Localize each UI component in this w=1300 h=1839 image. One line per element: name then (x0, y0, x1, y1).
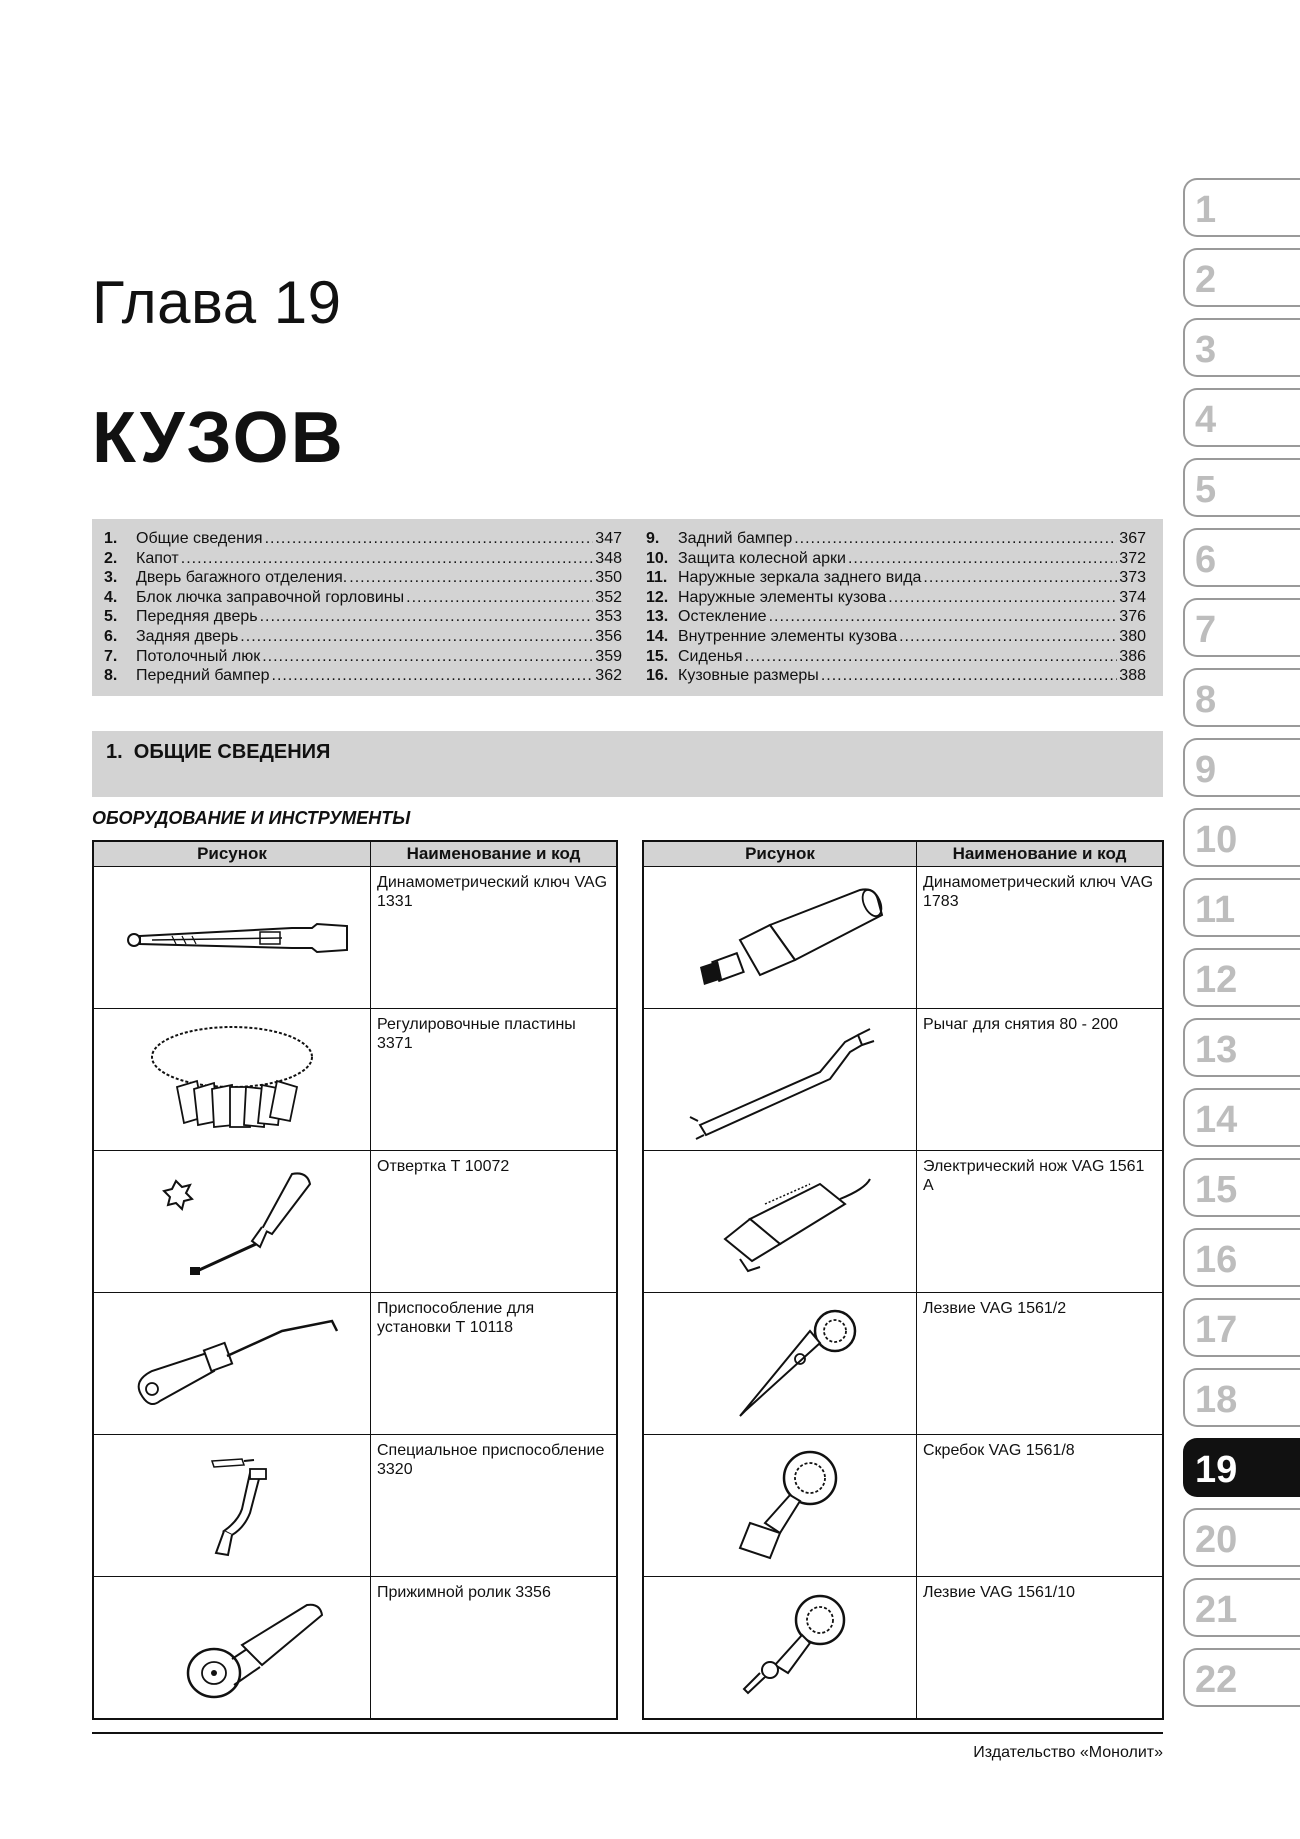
toc-item-number: 2. (104, 549, 118, 567)
toc-item-title: Задняя дверь (136, 627, 239, 645)
toc-leader-dots (406, 588, 593, 608)
pressure-roller-icon (122, 1585, 342, 1710)
toc-item-number: 10. (646, 549, 669, 567)
toc-leader-dots (821, 666, 1117, 686)
tools-table-right (642, 840, 1164, 1720)
toc-item-page: 372 (1119, 549, 1146, 567)
chapter-tab-label: 14 (1195, 1099, 1238, 1141)
picture-cell (93, 1009, 371, 1151)
chapter-tab-16[interactable] (1183, 1228, 1300, 1287)
toc-item-title: Передний бампер (136, 667, 270, 685)
chapter-tab-2[interactable] (1183, 248, 1300, 307)
tool-name: Рычаг для снятия 80 - 200 (917, 1009, 1164, 1151)
toc-leader-dots (265, 529, 594, 549)
chapter-tab-17[interactable] (1183, 1298, 1300, 1357)
toc-item-title: Дверь багажного отделения. (136, 569, 348, 587)
toc-item-page: 353 (595, 608, 622, 626)
picture-cell (643, 1577, 917, 1720)
toc-item-page: 380 (1119, 627, 1146, 645)
chapter-tab-label: 18 (1195, 1379, 1238, 1421)
chapter-tab-6[interactable] (1183, 528, 1300, 587)
toc-item-number: 15. (646, 647, 669, 665)
picture-cell (93, 1577, 371, 1720)
toc-item-page: 347 (595, 530, 622, 547)
table-row (643, 1009, 1163, 1151)
toc-leader-dots (272, 666, 594, 686)
chapter-tab-19-active[interactable] (1183, 1438, 1300, 1497)
toc-item-number: 4. (104, 588, 118, 606)
toc-item-title: Блок лючка заправочной горловины (136, 588, 405, 606)
chapter-tab-9[interactable] (1183, 738, 1300, 797)
column-header-picture: Рисунок (643, 841, 917, 867)
toc-item[interactable] (646, 529, 1146, 549)
toc-item-number: 14. (646, 627, 669, 645)
tool-name: Отвертка Т 10072 (371, 1151, 618, 1293)
chapter-tab-label: 22 (1195, 1659, 1238, 1701)
table-row (643, 1435, 1163, 1577)
toc-item[interactable] (104, 627, 622, 647)
tool-name: Приспособление для установки Т 10118 (371, 1293, 618, 1435)
chapter-tab-label: 12 (1195, 959, 1238, 1001)
toc-item-number: 12. (646, 588, 669, 606)
toc-item[interactable] (646, 627, 1146, 647)
removal-lever-icon (670, 1017, 890, 1142)
toc-leader-dots (769, 607, 1118, 627)
toc-column-left (104, 529, 622, 686)
toc-leader-dots (923, 568, 1117, 588)
picture-cell (643, 1293, 917, 1435)
chapter-tab-13[interactable] (1183, 1018, 1300, 1077)
toc-item-title: Потолочный люк (136, 647, 261, 665)
chapter-tab-label: 8 (1195, 679, 1217, 721)
toc-item[interactable] (104, 568, 622, 588)
table-row (93, 867, 617, 1009)
toc-item-page: 362 (595, 667, 622, 685)
chapter-tab-11[interactable] (1183, 878, 1300, 937)
chapter-tab-21[interactable] (1183, 1578, 1300, 1637)
table-row (93, 1577, 617, 1720)
tool-name: Прижимной ролик 3356 (371, 1577, 618, 1720)
chapter-tab-22[interactable] (1183, 1648, 1300, 1707)
picture-cell (93, 1151, 371, 1293)
torx-screwdriver-icon (122, 1159, 342, 1284)
tool-name: Электрический нож VAG 1561 A (917, 1151, 1164, 1293)
chapter-tab-label: 16 (1195, 1239, 1238, 1281)
chapter-title: КУЗОВ (92, 398, 345, 478)
torque-wrench-icon (660, 875, 900, 1000)
tool-name: Лезвие VAG 1561/10 (917, 1577, 1164, 1720)
scraper-icon (670, 1443, 890, 1568)
picture-cell (93, 1293, 371, 1435)
chapter-tab-label: 3 (1195, 329, 1217, 371)
toc-item-page: 373 (1119, 569, 1146, 587)
chapter-tab-label: 21 (1195, 1589, 1238, 1631)
blade-icon (670, 1585, 890, 1710)
toc-column-right (646, 529, 1146, 686)
torque-wrench-icon (112, 898, 352, 978)
chapter-tab-label: 5 (1195, 469, 1217, 511)
picture-cell (643, 1009, 917, 1151)
toc-item-title: Защита колесной арки (678, 549, 846, 567)
chapter-tab-label: 20 (1195, 1519, 1238, 1561)
toc-item-number: 13. (646, 608, 669, 626)
toc-item[interactable] (646, 607, 1146, 627)
table-row (93, 1293, 617, 1435)
picture-cell (93, 867, 371, 1009)
toc-leader-dots (899, 627, 1117, 647)
picture-cell (93, 1435, 371, 1577)
table-row (93, 1009, 617, 1151)
toc-item[interactable] (646, 666, 1146, 686)
chapter-tab-3[interactable] (1183, 318, 1300, 377)
toc-item[interactable] (104, 666, 622, 686)
footer-publisher: Издательство «Монолит» (973, 1744, 1163, 1761)
toc-leader-dots (888, 588, 1117, 608)
toc-item-number: 8. (104, 667, 118, 685)
toc-item-page: 374 (1119, 588, 1146, 606)
toc-item-title: Остекление (678, 608, 767, 626)
picture-cell (643, 1435, 917, 1577)
chapter-tab-label: 10 (1195, 819, 1238, 861)
toc-item[interactable] (104, 549, 622, 569)
toc-item-title: Кузовные размеры (678, 667, 819, 685)
chapter-tab-label: 4 (1195, 399, 1217, 441)
toc-item[interactable] (104, 588, 622, 608)
tool-name: Динамометрический ключ VAG 1331 (371, 867, 618, 1009)
section-header-bar (92, 731, 1163, 797)
chapter-tab-5[interactable] (1183, 458, 1300, 517)
chapter-tab-15[interactable] (1183, 1158, 1300, 1217)
toc-item-title: Внутренние элементы кузова (678, 627, 898, 645)
picture-cell (643, 1151, 917, 1293)
tool-name: Динамометрический ключ VAG 1783 (917, 867, 1164, 1009)
toc-item[interactable] (646, 549, 1146, 569)
picture-cell (643, 867, 917, 1009)
toc-item[interactable] (104, 529, 622, 549)
tool-name: Скребок VAG 1561/8 (917, 1435, 1164, 1577)
toc-leader-dots (262, 647, 593, 667)
toc-item-number: 1. (104, 530, 118, 547)
toc-item[interactable] (104, 607, 622, 627)
chapter-tab-8[interactable] (1183, 668, 1300, 727)
table-row (643, 1151, 1163, 1293)
toc-item-title: Задний бампер (678, 530, 793, 547)
subsection-title: ОБОРУДОВАНИЕ И ИНСТРУМЕНТЫ (92, 808, 411, 828)
chapter-tab-label: 7 (1195, 609, 1217, 651)
chapter-tab-7[interactable] (1183, 598, 1300, 657)
tool-name: Специальное приспособление 3320 (371, 1435, 618, 1577)
toc-item-page: 367 (1119, 530, 1146, 547)
toc-item-page: 376 (1119, 608, 1146, 626)
chapter-tab-label: 15 (1195, 1169, 1238, 1211)
chapter-tab-label: 11 (1195, 889, 1236, 931)
footer-divider (92, 1732, 1163, 1734)
toc-item-number: 9. (646, 530, 660, 547)
toc-item-page: 386 (1119, 647, 1146, 665)
chapter-label: Глава 19 (92, 269, 342, 336)
toc-item[interactable] (646, 588, 1146, 608)
toc-item-title: Капот (136, 549, 179, 567)
table-of-contents (92, 519, 1163, 696)
toc-leader-dots (745, 647, 1118, 667)
chapter-tab-14[interactable] (1183, 1088, 1300, 1147)
chapter-tab-label: 17 (1195, 1309, 1238, 1351)
toc-item-title: Общие сведения (136, 530, 263, 547)
toc-item[interactable] (646, 647, 1146, 667)
table-row (93, 1435, 617, 1577)
toc-item-page: 352 (595, 588, 622, 606)
tool-name: Регулировочные пластины 3371 (371, 1009, 618, 1151)
special-tool-icon (132, 1443, 332, 1568)
blade-icon (670, 1301, 890, 1426)
chapter-tab-label: 6 (1195, 539, 1217, 581)
chapter-tab-12[interactable] (1183, 948, 1300, 1007)
toc-leader-dots (794, 529, 1117, 549)
toc-leader-dots (240, 627, 593, 647)
toc-item-page: 350 (595, 569, 622, 587)
toc-item-number: 7. (104, 647, 118, 665)
toc-item-title: Наружные элементы кузова (678, 588, 887, 606)
toc-item-number: 3. (104, 569, 118, 587)
toc-item-page: 348 (595, 549, 622, 567)
toc-item-title: Сиденья (678, 647, 743, 665)
table-row (643, 867, 1163, 1009)
toc-item[interactable] (104, 647, 622, 667)
electric-knife-icon (670, 1159, 890, 1284)
toc-item-title: Наружные зеркала заднего вида (678, 569, 922, 587)
table-row (93, 1151, 617, 1293)
toc-item-page: 388 (1119, 667, 1146, 685)
toc-item-number: 5. (104, 608, 118, 626)
shim-plates-icon (132, 1017, 332, 1142)
installation-tool-icon (112, 1301, 352, 1426)
table-row (643, 1577, 1163, 1720)
chapter-tab-10[interactable] (1183, 808, 1300, 867)
column-header-name: Наименование и код (371, 841, 618, 867)
toc-item-title: Передняя дверь (136, 608, 258, 626)
toc-item-page: 359 (595, 647, 622, 665)
chapter-tab-4[interactable] (1183, 388, 1300, 447)
toc-item-number: 16. (646, 667, 669, 685)
chapter-tab-18[interactable] (1183, 1368, 1300, 1427)
toc-leader-dots (260, 607, 594, 627)
toc-leader-dots (181, 549, 594, 569)
tools-table-left (92, 840, 618, 1720)
chapter-tab-label: 9 (1195, 749, 1217, 791)
chapter-tab-20[interactable] (1183, 1508, 1300, 1567)
table-row (643, 1293, 1163, 1435)
column-header-picture: Рисунок (93, 841, 371, 867)
tool-name: Лезвие VAG 1561/2 (917, 1293, 1164, 1435)
toc-leader-dots (349, 568, 593, 588)
chapter-tab-label: 19 (1195, 1449, 1238, 1491)
table-header-row (93, 841, 617, 867)
toc-item-number: 11. (646, 569, 668, 587)
toc-item-number: 6. (104, 627, 118, 645)
toc-leader-dots (848, 549, 1117, 569)
table-header-row (643, 841, 1163, 867)
toc-item[interactable] (646, 568, 1146, 588)
chapter-tab-label: 2 (1195, 259, 1217, 301)
chapter-tab-label: 13 (1195, 1029, 1238, 1071)
toc-item-page: 356 (595, 627, 622, 645)
column-header-name: Наименование и код (917, 841, 1164, 867)
section-title: 1. ОБЩИЕ СВЕДЕНИЯ (106, 741, 331, 763)
chapter-tab-1[interactable] (1183, 178, 1300, 237)
chapter-tab-label: 1 (1195, 189, 1217, 231)
